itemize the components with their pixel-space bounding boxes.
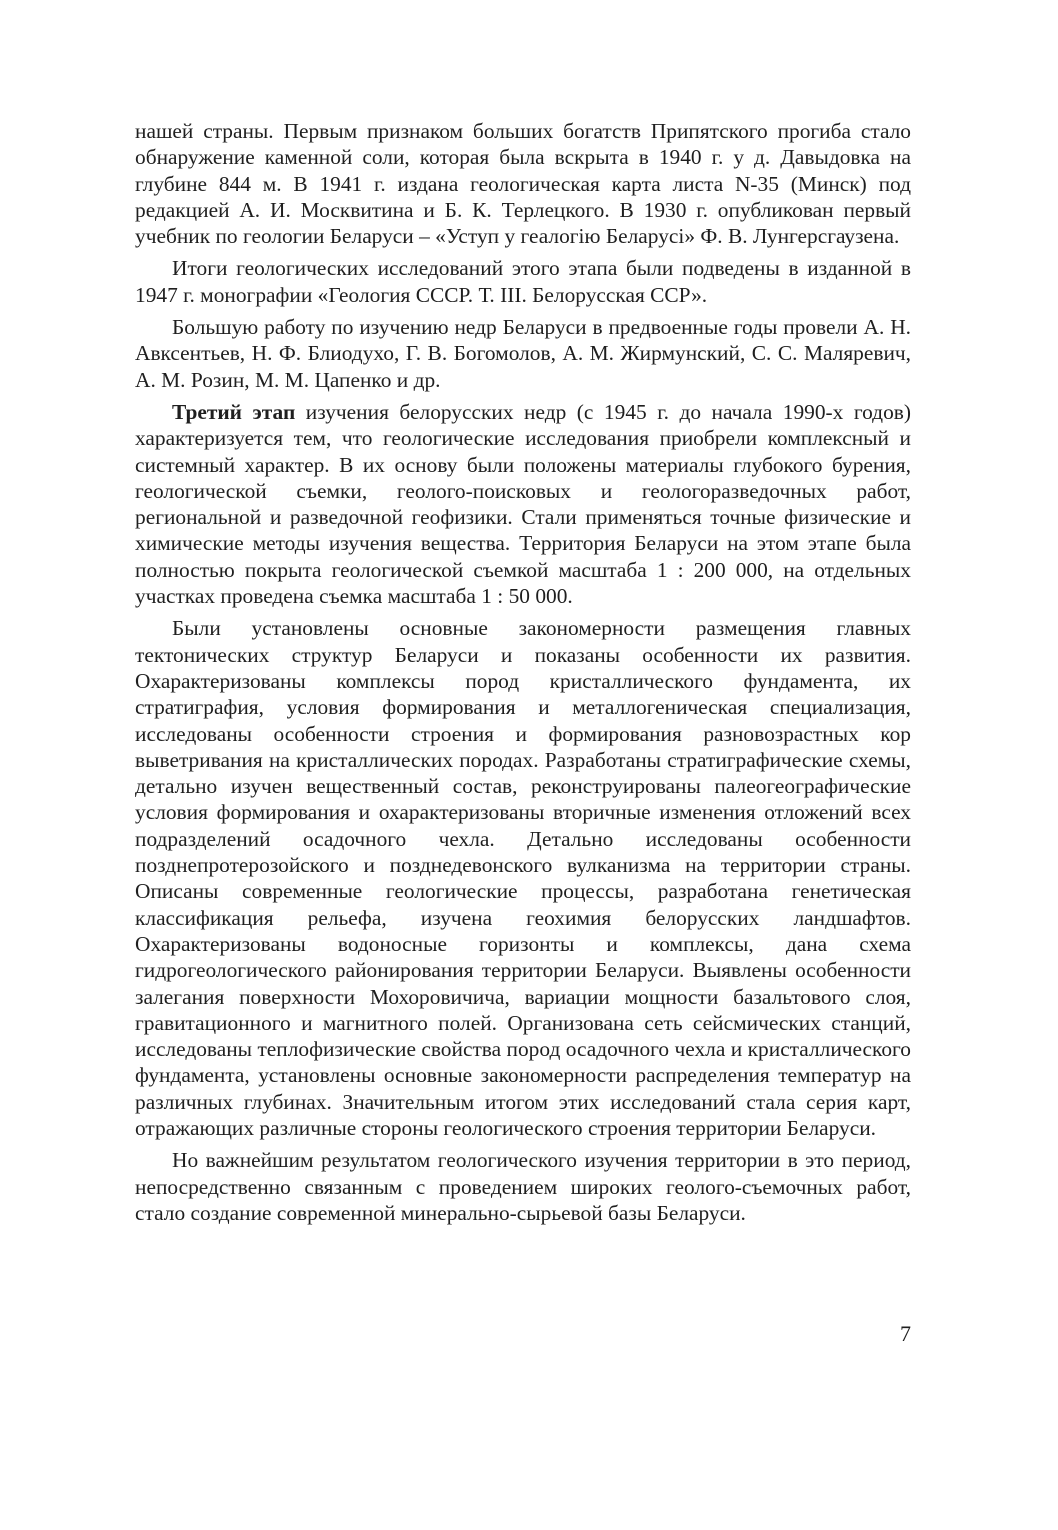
paragraph-6-text: Но важнейшим результатом геологического изучения территории в это период, непосредственно связанным с проведением широких геолого-съемочных работ, стало создание современной минерально-сырьевой базы Беларуси. [135, 1148, 911, 1225]
paragraph-5 [135, 615, 911, 1141]
paragraph-4-text: изучения белорусских недр (с 1945 г. до начала 1990-х годов) характеризуется тем, что геологические исследования приобрели комплексный и системный характер. В их основу были положены материалы глубокого бурения, геологической съемки, геолого-поисковых и геологоразведочных работ, региональной и разведочной геофизики. Стали применяться точные физические и химические методы изучения вещества. Территория Беларуси на этом этапе была полностью покрыта геологической съемкой масштаба 1 : 200 000, на отдельных участках проведена съемка масштаба 1 : 50 000. [135, 399, 911, 609]
paragraph-4-lead: Третий этап [172, 399, 296, 424]
paragraph-6 [135, 1147, 911, 1226]
paragraph-4 [135, 399, 911, 609]
paragraph-2 [135, 255, 911, 308]
page-body [135, 118, 911, 1232]
paragraph-3 [135, 314, 911, 393]
paragraph-1-text: нашей страны. Первым признаком больших богатств Припятского прогиба стало обнаружение каменной соли, которая была вскрыта в 1940 г. у д. Давыдовка на глубине 844 м. В 1941 г. издана геологическая карта листа N-35 (Минск) под редакцией А. И. Москвитина и Б. К. Терлецкого. В 1930 г. опубликован первый учебник по геологии Беларуси – «Уступ у геалогію Беларусі» Ф. В. Лунгерсгаузена. [135, 119, 911, 249]
paragraph-3-text: Большую работу по изучению недр Беларуси в предвоенные годы провели А. Н. Авксентьев, Н. Ф. Блиодухо, Г. В. Богомолов, А. М. Жирмунский, С. С. Маляревич, А. М. Розин, М. М. Цапенко и др. [135, 315, 911, 392]
paragraph-1 [135, 118, 911, 249]
page-number: 7 [900, 1321, 911, 1346]
paragraph-2-text: Итоги геологических исследований этого этапа были подведены в изданной в 1947 г. монографии «Геология СССР. Т. III. Белорусская ССР». [135, 256, 911, 307]
paragraph-5-text: Были установлены основные закономерности размещения главных тектонических структур Беларуси и показаны особенности их развития. Охарактеризованы комплексы пород кристаллического фундамента, их стратиграфия, условия формирования и металлогеническая специализация, исследованы особенности строения и формирования разновозрастных кор выветривания на кристаллических породах. Разработаны стратиграфические схемы, детально изучен вещественный состав, реконструированы палеогеографические условия формирования и охарактеризованы вторичные изменения отложений всех подразделений осадочного чехла. Детально исследованы особенности позднепротерозойского и позднедевонского вулканизма на территории страны. Описаны современные геологические процессы, разработана генетическая классификация рельефа, изучена геохимия белорусских ландшафтов. Охарактеризованы водоносные горизонты и комплексы, дана схема гидрогеологического районирования территории Беларуси. Выявлены особенности залегания поверхности Мохоровичича, вариации мощности базальтового слоя, гравитационного и магнитного полей. Организована сеть сейсмических станций, исследованы теплофизические свойства пород осадочного чехла и кристаллического фундамента, установлены основные закономерности распределения температур на различных глубинах. Значительным итогом этих исследований стала серия карт, отражающих различные стороны геологического строения территории Беларуси. [135, 616, 911, 1140]
